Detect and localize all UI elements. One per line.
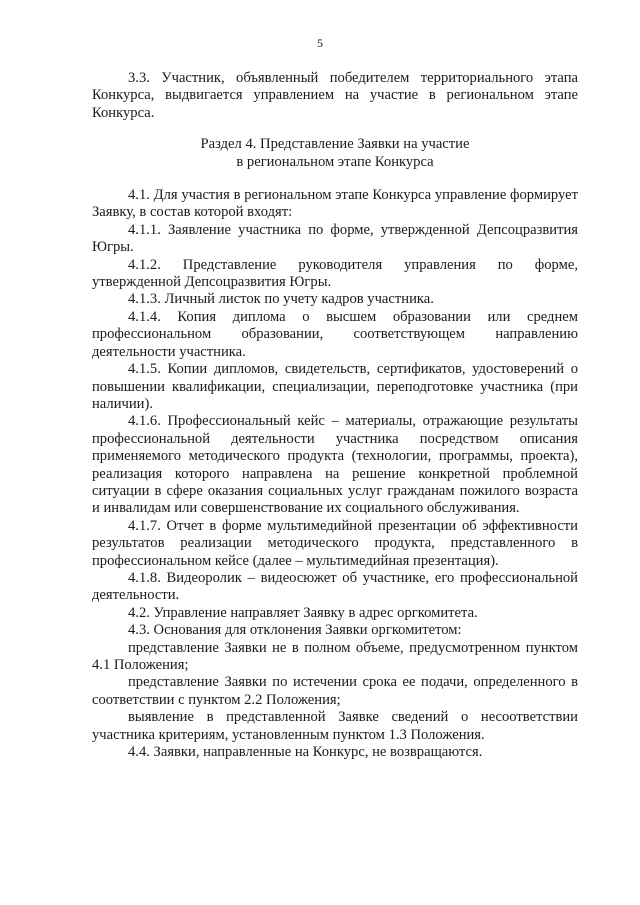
reject-reason-1: представление Заявки не в полном объеме, предусмотренном пунктом 4.1 Положения;	[92, 639, 578, 673]
section-title-line-1: Раздел 4. Представление Заявки на участие	[200, 136, 470, 153]
item-4-1-3: 4.1.3. Личный листок по учету кадров участника.	[128, 291, 434, 308]
paragraph-3-3: 3.3. Участник, объявленный победителем территориального этапа Конкурса, выдвигается управлением на участие в региональном этапе Конкурса.	[92, 70, 578, 121]
page-number: 5	[317, 36, 323, 50]
document-body	[92, 70, 578, 761]
item-4-1-1: 4.1.1. Заявление участника по форме, утвержденной Депсоцразвития Югры.	[92, 221, 578, 256]
section-title	[92, 136, 578, 171]
item-4-1-4: 4.1.4. Копия диплома о высшем образовании или среднем профессиональном образовании, соответствующем направлению деятельности участника.	[92, 308, 578, 360]
item-4-1-7: 4.1.7. Отчет в форме мультимедийной презентации об эффективности результатов реализации методического продукта, представленного в профессиональном кейсе (далее – мультимедийная презентация).	[92, 517, 578, 569]
item-4-1-5: 4.1.5. Копии дипломов, свидетельств, сертификатов, удостоверений о повышении квалификации, специализации, переподготовке участника (при наличии).	[92, 361, 578, 412]
reject-reason-2: представление Заявки по истечении срока ее подачи, определенного в соответствии с пунктом 2.2 Положения;	[92, 674, 578, 708]
section-title-line-2: в региональном этапе Конкурса	[236, 153, 434, 170]
item-4-3: 4.3. Основания для отклонения Заявки оргкомитетом:	[128, 622, 462, 639]
reject-reason-3: выявление в представленной Заявке сведений о несоответствии участника критериям, установленным пунктом 1.3 Положения.	[92, 709, 578, 743]
item-4-2: 4.2. Управление направляет Заявку в адрес оргкомитета.	[128, 604, 478, 621]
item-4-1: 4.1. Для участия в региональном этапе Конкурса управление формирует Заявку, в состав которой входят:	[92, 187, 578, 221]
item-4-1-8: 4.1.8. Видеоролик – видеосюжет об участнике, его профессиональной деятельности.	[92, 569, 578, 604]
item-4-1-6: 4.1.6. Профессиональный кейс – материалы, отражающие результаты профессиональной деятельности участника посредством описания применяемого методического продукта (технологии, программы, проекта), реализация которого направлена на решение конкретной проблемной ситуации в сфере оказания социальных услуг гражданам пожилого возраста и инвалидам или совершенствование их социального обслуживания.	[92, 413, 578, 517]
item-4-4: 4.4. Заявки, направленные на Конкурс, не возвращаются.	[128, 744, 483, 761]
item-4-1-2: 4.1.2. Представление руководителя управления по форме, утвержденной Депсоцразвития Югры.	[92, 256, 578, 291]
